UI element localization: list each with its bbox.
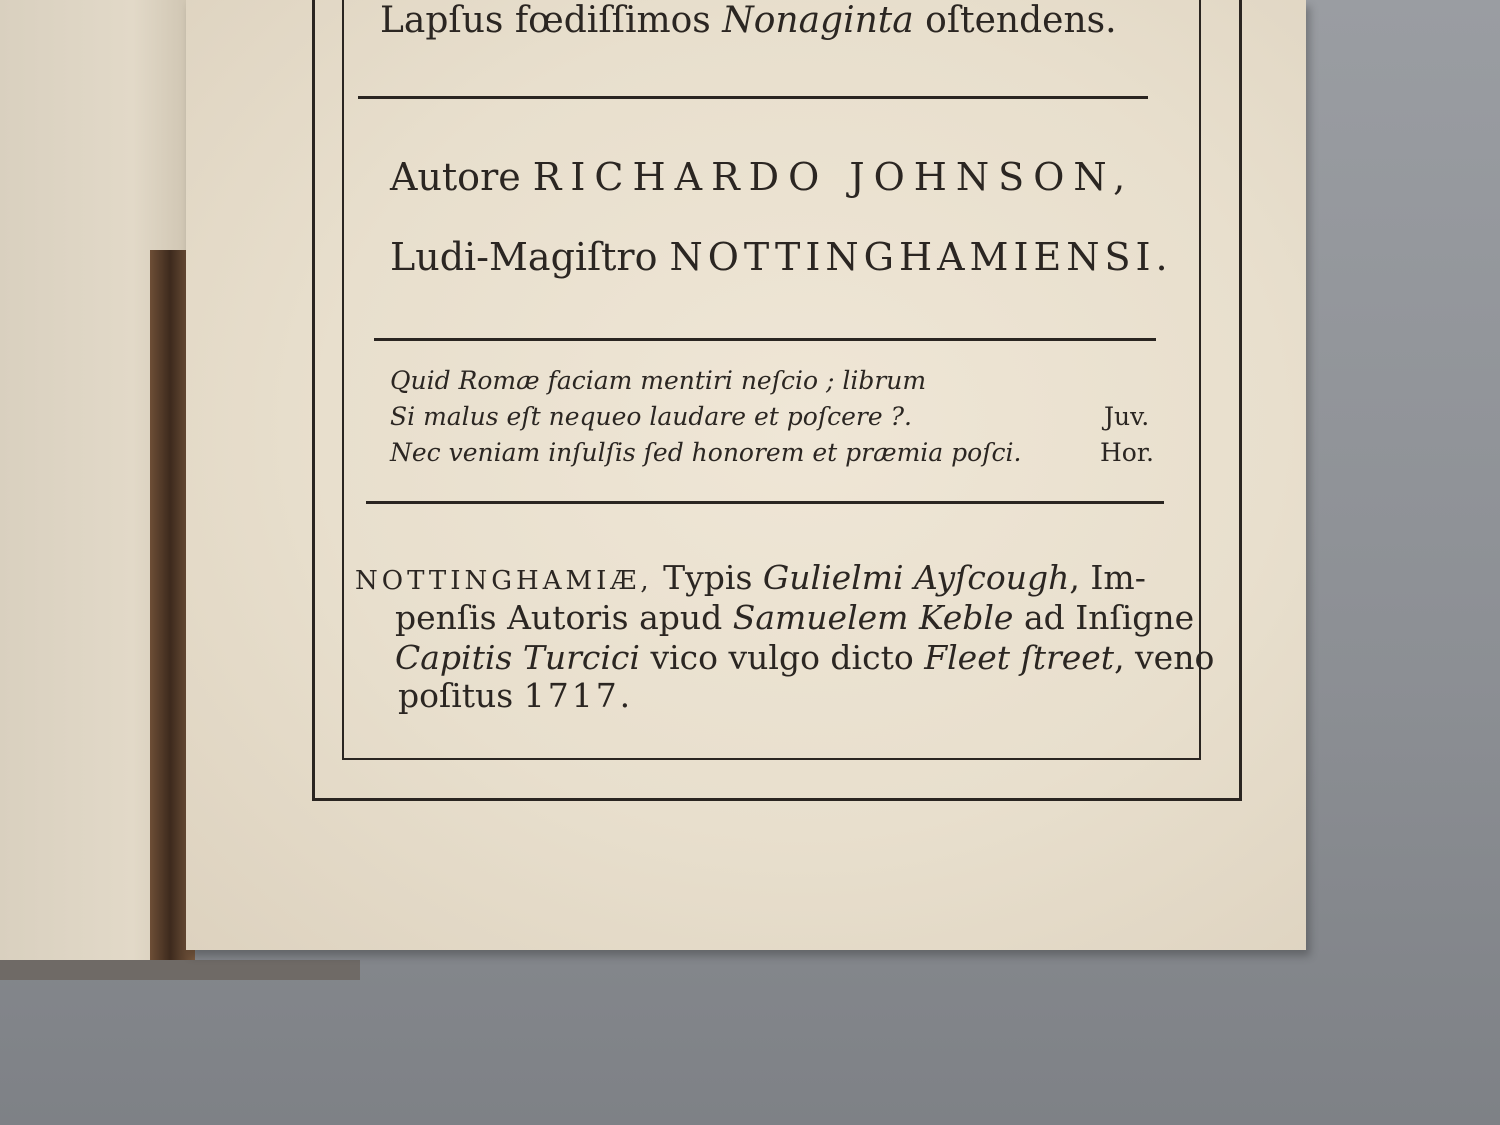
imprint-year: 1717. (523, 676, 634, 715)
imprint-line-4 (398, 676, 633, 715)
imprint-text: ad Inſigne (1013, 598, 1195, 637)
imprint-text: vico vulgo dicto (639, 638, 925, 677)
epigraph-line-3: Nec veniam inſulſis ſed honorem et præmia poſci. (390, 438, 1022, 467)
tagline-italic: Nonaginta (722, 0, 914, 41)
tagline-text: Lapſus fœdiſſimos (380, 0, 723, 41)
rule-1 (358, 96, 1148, 99)
imprint-text: poſitus (398, 676, 524, 715)
attribution-juvenal: Juv. (1104, 402, 1150, 431)
imprint-place: NOTTINGHAMIÆ, (355, 566, 653, 596)
imprint-line-1 (355, 558, 1146, 597)
imprint-street: Fleet ſtreet (924, 638, 1115, 677)
epigraph-line-1: Quid Romæ faciam mentiri neſcio ; librum (390, 366, 927, 395)
imprint-line-3 (395, 638, 1214, 677)
tagline-end: oſtendens. (913, 0, 1117, 41)
binding-edge (0, 960, 360, 980)
epigraph-line-2: Si malus eſt nequeo laudare et poſcere ?. (390, 402, 912, 431)
imprint-text: , Im- (1069, 558, 1146, 597)
imprint-printer: Gulielmi Ayſcough (762, 558, 1070, 597)
author-name: RICHARDO JOHNSON, (532, 155, 1135, 199)
author-prefix: Autore (390, 155, 533, 199)
position-place: NOTTINGHAMIENSI. (669, 235, 1173, 279)
rule-3 (366, 501, 1164, 504)
imprint-text: Typis (652, 558, 763, 597)
attribution-horace: Hor. (1100, 438, 1155, 467)
tagline (380, 0, 1117, 41)
imprint-sign: Capitis Turcici (395, 638, 640, 677)
author-line (390, 155, 1134, 199)
imprint-line-2 (395, 598, 1194, 637)
imprint-bookseller: Samuelem Keble (732, 598, 1014, 637)
position-prefix: Ludi-Magiſtro (390, 235, 670, 279)
imprint-text: penſis Autoris apud (395, 598, 733, 637)
rule-2 (374, 338, 1156, 341)
imprint-text: , veno (1114, 638, 1215, 677)
position-line (390, 235, 1173, 279)
